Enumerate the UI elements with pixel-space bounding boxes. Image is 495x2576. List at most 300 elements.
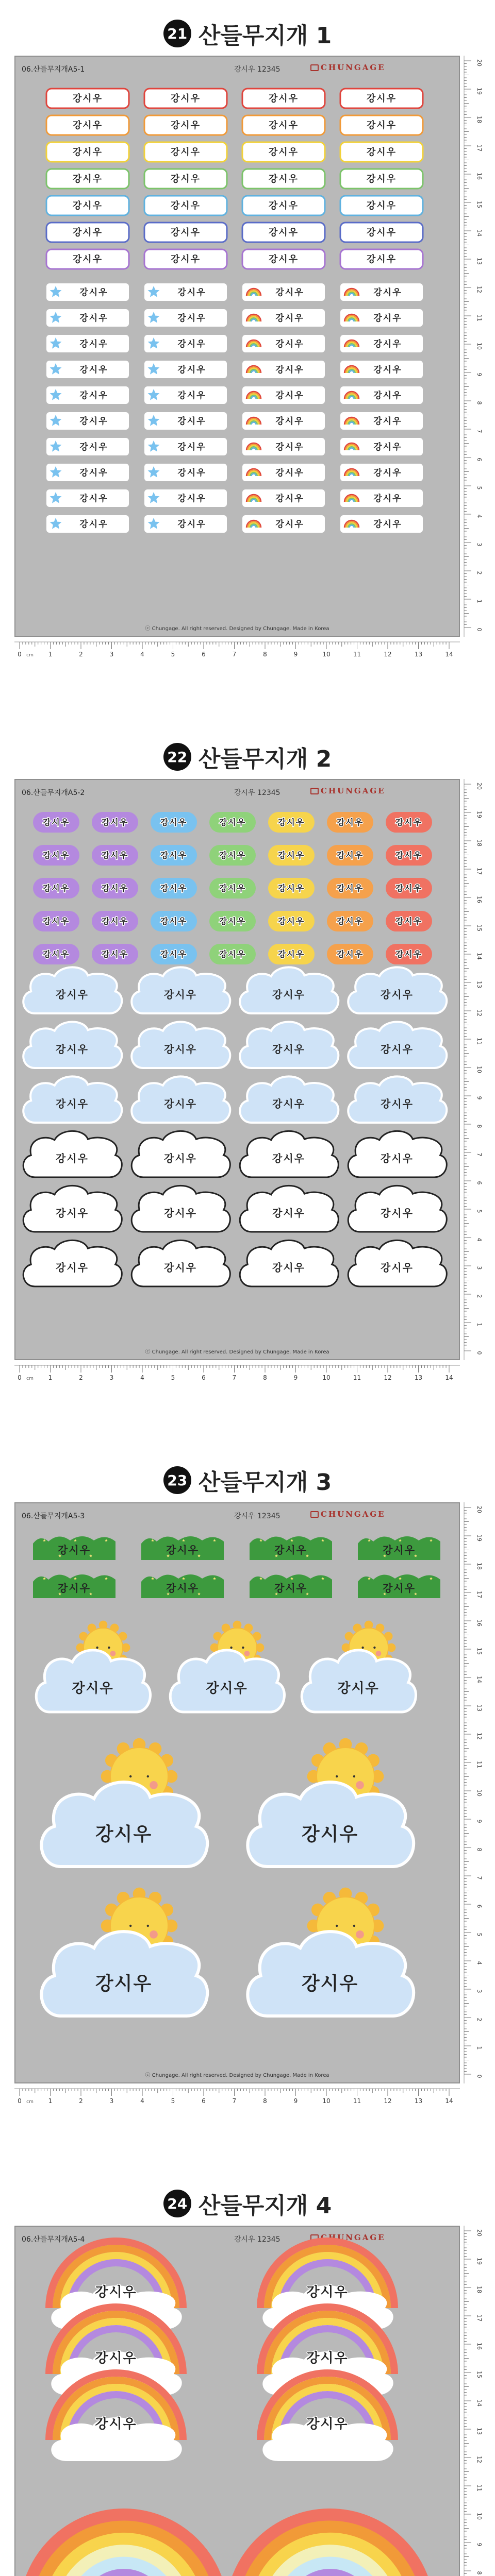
sticker-name-text: 강시우 xyxy=(170,147,201,158)
sticker-sheet xyxy=(14,56,460,637)
cloud-sticker xyxy=(23,1022,122,1068)
pill-sticker xyxy=(268,944,315,964)
pill-sticker xyxy=(386,812,432,833)
sticker-name-text: 강시우 xyxy=(366,200,397,211)
sun-eye xyxy=(336,1925,338,1927)
ruler-label: 4 xyxy=(140,651,144,658)
name-sticker xyxy=(340,412,423,430)
section-heading xyxy=(0,20,495,47)
sticker-name-text: 강시우 xyxy=(164,1043,197,1056)
sticker-name-text: 강시우 xyxy=(366,93,397,104)
sticker-name-text: 강시우 xyxy=(170,227,201,238)
ruler-label: 14 xyxy=(445,651,453,658)
section-title: 산들무지개 4 xyxy=(198,2193,332,2219)
ruler-label: 6 xyxy=(476,1904,483,1908)
section-heading xyxy=(0,1466,495,1494)
sticker-name-text: 강시우 xyxy=(274,1544,307,1556)
sheet-code: 06.산들무지개A5-1 xyxy=(22,65,85,74)
sticker-name-text: 강시우 xyxy=(395,949,423,959)
sticker-name-text: 강시우 xyxy=(177,468,206,478)
sticker-name-text: 강시우 xyxy=(275,519,304,530)
sticker-name-text: 강시우 xyxy=(373,468,402,478)
name-sticker xyxy=(340,464,423,481)
sticker-name-text: 강시우 xyxy=(306,2284,349,2300)
ruler-label: 1 xyxy=(476,599,483,603)
ruler-label: 4 xyxy=(140,1374,144,1381)
name-sticker xyxy=(144,223,227,242)
name-sticker xyxy=(340,142,423,162)
ruler-label: 6 xyxy=(202,651,206,658)
ruler-label: 11 xyxy=(476,2484,483,2492)
sticker-name-text: 강시우 xyxy=(373,494,402,504)
sticker-name-text: 강시우 xyxy=(72,254,103,265)
sheet-name-code: 강시우 12345 xyxy=(234,65,280,74)
ruler-label: 16 xyxy=(476,173,483,180)
ruler-label: 7 xyxy=(232,651,237,658)
ruler-unit: cm xyxy=(26,2099,34,2105)
pill-sticker xyxy=(209,878,256,899)
ruler-label: 10 xyxy=(476,1789,483,1797)
ruler-label: 10 xyxy=(476,1066,483,1073)
sticker-name-text: 강시우 xyxy=(268,147,299,158)
sheet-header xyxy=(22,62,453,75)
ruler-label: 8 xyxy=(263,651,267,658)
sticker-area xyxy=(15,2247,459,2576)
ruler-label: 12 xyxy=(476,286,483,293)
sticker-name-text: 강시우 xyxy=(72,147,103,158)
sticker-name-text: 강시우 xyxy=(268,93,299,104)
ruler-label: 9 xyxy=(293,2097,298,2105)
ruler-label: 14 xyxy=(476,229,483,236)
sticker-name-text: 강시우 xyxy=(275,494,304,504)
ruler-label: 5 xyxy=(476,486,483,490)
sticker-name-text: 강시우 xyxy=(275,365,304,375)
ruler-label: 20 xyxy=(476,1506,483,1513)
name-sticker xyxy=(46,515,129,533)
name-sticker xyxy=(46,142,129,162)
ruler-label: 3 xyxy=(109,651,114,658)
sticker-name-text: 강시우 xyxy=(72,93,103,104)
ruler-label: 5 xyxy=(171,2097,175,2105)
ruler-label: 9 xyxy=(476,2543,483,2547)
copyright-text: ⓒ Chungage. All right reserved. Designed by Chungage. Made in Korea xyxy=(145,2073,329,2078)
sticker-name-text: 강시우 xyxy=(160,949,188,959)
sheet-name-code: 강시우 12345 xyxy=(234,789,280,797)
ruler-label: 12 xyxy=(384,2097,392,2105)
brand-icon xyxy=(310,1511,319,1518)
sticker-name-text: 강시우 xyxy=(101,949,129,959)
pill-sticker xyxy=(33,878,79,899)
sticker-name-text: 강시우 xyxy=(101,817,129,827)
name-sticker xyxy=(46,386,129,404)
ruler-label: 14 xyxy=(476,953,483,960)
ruler-label: 11 xyxy=(476,314,483,321)
sheet-header xyxy=(22,1509,453,1522)
sticker-name-text: 강시우 xyxy=(177,313,206,324)
pill-sticker xyxy=(209,944,256,964)
name-sticker xyxy=(144,169,227,189)
pill-sticker xyxy=(151,845,197,866)
ruler-label: 15 xyxy=(476,924,483,931)
ruler-label: 13 xyxy=(414,2097,423,2105)
ruler-label: 9 xyxy=(293,1374,298,1381)
cloud-sticker xyxy=(240,1240,338,1286)
cloud-sticker xyxy=(348,1022,447,1068)
sun-eye xyxy=(108,1647,110,1649)
sticker-name-text: 강시우 xyxy=(366,120,397,131)
sticker-name-text: 강시우 xyxy=(275,313,304,324)
name-sticker xyxy=(340,196,423,215)
name-sticker xyxy=(144,438,227,455)
sticker-name-text: 강시우 xyxy=(170,174,201,184)
sticker-name-text: 강시우 xyxy=(366,147,397,158)
sticker-name-text: 강시우 xyxy=(160,817,188,827)
cloud-sticker xyxy=(131,1076,230,1123)
ruler-right xyxy=(463,779,482,1360)
name-sticker xyxy=(46,489,129,507)
sticker-name-text: 강시우 xyxy=(272,988,305,1001)
ruler-label: 10 xyxy=(476,343,483,350)
sticker-name-text: 강시우 xyxy=(373,519,402,530)
name-sticker xyxy=(340,335,423,352)
sticker-name-text: 강시우 xyxy=(268,174,299,184)
sticker-name-text: 강시우 xyxy=(170,93,201,104)
sticker-name-text: 강시우 xyxy=(160,916,188,926)
sticker-name-text: 강시우 xyxy=(56,1097,89,1110)
sticker-name-text: 강시우 xyxy=(56,1152,89,1165)
ruler-label: 12 xyxy=(476,1009,483,1016)
sun-eye xyxy=(373,1647,375,1649)
pill-sticker xyxy=(327,944,373,964)
ruler-label: 9 xyxy=(476,372,483,377)
ruler-label: 15 xyxy=(476,201,483,208)
ruler-label: 19 xyxy=(476,811,483,818)
pill-sticker xyxy=(92,878,138,899)
cloud-sticker xyxy=(348,967,447,1013)
pill-sticker xyxy=(92,911,138,931)
sticker-name-text: 강시우 xyxy=(373,416,402,427)
ruler-label: 0 xyxy=(18,651,22,658)
brand-icon xyxy=(310,788,319,794)
ruler-label: 11 xyxy=(476,1761,483,1768)
sun-cheek xyxy=(244,1651,250,1656)
ruler-label: 8 xyxy=(476,1124,483,1128)
section-24 xyxy=(0,2170,495,2576)
sticker-name-text: 강시우 xyxy=(177,339,206,349)
name-sticker xyxy=(144,196,227,215)
pill-sticker xyxy=(92,944,138,964)
sticker-name-text: 강시우 xyxy=(277,949,305,959)
section-title: 산들무지개 2 xyxy=(198,746,332,772)
sticker-name-text: 강시우 xyxy=(56,1043,89,1056)
sticker-name-text: 강시우 xyxy=(395,817,423,827)
sticker-name-text: 강시우 xyxy=(277,850,305,860)
pill-sticker xyxy=(327,878,373,899)
sun-cloud-sticker xyxy=(248,1738,414,1867)
ruler-label: 14 xyxy=(476,1676,483,1683)
name-sticker xyxy=(242,335,325,352)
sticker-name-text: 강시우 xyxy=(56,988,89,1001)
ruler-label: 18 xyxy=(476,2286,483,2293)
pill-sticker xyxy=(33,845,79,866)
name-sticker xyxy=(46,283,129,301)
sun-eye xyxy=(336,1775,338,1777)
ruler-label: 5 xyxy=(476,1933,483,1937)
sun-eye xyxy=(353,1775,355,1777)
ruler-label: 0 xyxy=(476,1351,483,1355)
name-sticker xyxy=(144,283,227,301)
pill-sticker xyxy=(209,812,256,833)
name-sticker xyxy=(46,89,129,108)
name-sticker xyxy=(46,309,129,327)
ruler-label: 19 xyxy=(476,1534,483,1541)
ruler-label: 11 xyxy=(353,651,361,658)
cloud-sticker xyxy=(240,967,338,1013)
sticker-name-text: 강시우 xyxy=(219,850,246,860)
name-sticker xyxy=(144,412,227,430)
ruler-label: 12 xyxy=(384,1374,392,1381)
sticker-name-text: 강시우 xyxy=(79,442,108,452)
sticker-name-text: 강시우 xyxy=(381,1207,414,1219)
sticker-name-text: 강시우 xyxy=(170,200,201,211)
sticker-name-text: 강시우 xyxy=(275,391,304,401)
pill-sticker xyxy=(151,878,197,899)
grass-sticker xyxy=(141,1536,224,1560)
ruler-label: 8 xyxy=(263,1374,267,1381)
sticker-name-text: 강시우 xyxy=(42,883,70,893)
sticker-name-text: 강시우 xyxy=(275,442,304,452)
sticker-name-text: 강시우 xyxy=(177,442,206,452)
name-sticker xyxy=(340,515,423,533)
sticker-name-text: 강시우 xyxy=(177,416,206,427)
sticker-sheet xyxy=(14,1502,460,2083)
section-22 xyxy=(0,723,495,1447)
cloud-sticker xyxy=(348,1076,447,1123)
rainbow-sticker xyxy=(26,2515,222,2576)
sticker-name-text: 강시우 xyxy=(275,468,304,478)
pill-sticker xyxy=(92,812,138,833)
sun-eye xyxy=(147,1775,149,1777)
sticker-name-text: 강시우 xyxy=(42,817,70,827)
ruler-label: 9 xyxy=(293,651,298,658)
ruler-label: 6 xyxy=(476,457,483,462)
name-sticker xyxy=(46,223,129,242)
ruler-label: 0 xyxy=(18,1374,22,1381)
sticker-name-text: 강시우 xyxy=(381,1261,414,1274)
sun-eye xyxy=(242,1647,244,1649)
sun-eye xyxy=(353,1925,355,1927)
ruler-label: 8 xyxy=(476,1848,483,1852)
ruler-label: 16 xyxy=(476,1619,483,1626)
sun-cheek xyxy=(110,1651,116,1656)
ruler-label: 6 xyxy=(202,2097,206,2105)
grass-sticker xyxy=(250,1536,332,1560)
sheet-code: 06.산들무지개A5-3 xyxy=(22,1512,85,1520)
ruler-label: 3 xyxy=(476,1266,483,1270)
grass-sticker xyxy=(33,1536,116,1560)
section-number-badge: 21 xyxy=(163,20,191,47)
sticker-name-text: 강시우 xyxy=(101,883,129,893)
ruler-label: 10 xyxy=(322,2097,331,2105)
ruler-label: 13 xyxy=(476,1704,483,1711)
pill-sticker xyxy=(386,878,432,899)
ruler-label: 13 xyxy=(414,651,423,658)
ruler-label: 10 xyxy=(322,651,331,658)
ruler-label: 11 xyxy=(353,1374,361,1381)
sticker-name-text: 강시우 xyxy=(336,850,364,860)
pill-sticker xyxy=(327,845,373,866)
sticker-name-text: 강시우 xyxy=(177,287,206,298)
ruler-label: 0 xyxy=(476,628,483,632)
ruler-right xyxy=(463,56,482,637)
sticker-name-text: 강시우 xyxy=(58,1582,91,1595)
pill-sticker xyxy=(327,911,373,931)
sticker-sheet xyxy=(14,2226,460,2576)
cloud-sticker xyxy=(23,1076,122,1123)
name-sticker xyxy=(242,361,325,378)
sticker-name-text: 강시우 xyxy=(164,1207,197,1219)
sticker-name-text: 강시우 xyxy=(95,2416,137,2432)
ruler-label: 18 xyxy=(476,1563,483,1570)
ruler-label: 1 xyxy=(48,1374,53,1381)
name-sticker xyxy=(340,309,423,327)
ruler-label: 1 xyxy=(48,651,53,658)
pill-sticker xyxy=(33,812,79,833)
sticker-name-text: 강시우 xyxy=(177,519,206,530)
sticker-name-text: 강시우 xyxy=(366,254,397,265)
sticker-name-text: 강시우 xyxy=(219,949,246,959)
brand-logo xyxy=(310,786,386,795)
section-title: 산들무지개 3 xyxy=(198,1469,332,1496)
sticker-name-text: 강시우 xyxy=(336,883,364,893)
sticker-name-text: 강시우 xyxy=(58,1544,91,1556)
sticker-name-text: 강시우 xyxy=(177,391,206,401)
cloud-sticker xyxy=(240,1076,338,1123)
sticker-name-text: 강시우 xyxy=(56,1261,89,1274)
ruler-label: 9 xyxy=(476,1096,483,1100)
sheet-header xyxy=(22,2232,453,2245)
sticker-name-text: 강시우 xyxy=(166,1544,199,1556)
ruler-label: 17 xyxy=(476,2314,483,2321)
ruler-label: 11 xyxy=(353,2097,361,2105)
ruler-right xyxy=(463,1502,482,2083)
ruler-label: 14 xyxy=(476,2399,483,2406)
sticker-name-text: 강시우 xyxy=(42,850,70,860)
sticker-name-text: 강시우 xyxy=(206,1681,248,1697)
ruler-bottom xyxy=(14,641,460,662)
ruler-label: 3 xyxy=(109,2097,114,2105)
name-sticker xyxy=(242,283,325,301)
name-sticker xyxy=(46,412,129,430)
name-sticker xyxy=(242,89,325,108)
ruler-label: 10 xyxy=(476,2513,483,2520)
sticker-name-text: 강시우 xyxy=(301,1973,359,1994)
pill-sticker xyxy=(151,911,197,931)
sticker-name-text: 강시우 xyxy=(301,1824,359,1845)
sticker-name-text: 강시우 xyxy=(42,949,70,959)
ruler-bottom xyxy=(14,2088,460,2108)
section-number-badge: 22 xyxy=(163,743,191,771)
ruler-label: 8 xyxy=(263,2097,267,2105)
sticker-name-text: 강시우 xyxy=(95,1973,153,1994)
ruler-label: 1 xyxy=(476,1323,483,1327)
cloud-sticker xyxy=(23,967,122,1013)
copyright-text: ⓒ Chungage. All right reserved. Designed by Chungage. Made in Korea xyxy=(145,1349,329,1355)
sticker-name-text: 강시우 xyxy=(272,1207,305,1219)
sticker-name-text: 강시우 xyxy=(272,1261,305,1274)
sticker-name-text: 강시우 xyxy=(366,174,397,184)
ruler-label: 8 xyxy=(476,2571,483,2575)
ruler-label: 5 xyxy=(476,1209,483,1213)
cloud-sticker xyxy=(131,1185,230,1232)
name-sticker xyxy=(242,309,325,327)
name-sticker xyxy=(242,515,325,533)
ruler-label: 2 xyxy=(79,651,83,658)
sun-cheek xyxy=(150,1930,158,1939)
sticker-name-text: 강시우 xyxy=(272,1043,305,1056)
sticker-name-text: 강시우 xyxy=(219,916,246,926)
sheet-name-code: 강시우 12345 xyxy=(234,1512,280,1520)
sticker-name-text: 강시우 xyxy=(72,200,103,211)
name-sticker xyxy=(144,361,227,378)
ruler-label: 6 xyxy=(476,1181,483,1185)
name-sticker xyxy=(46,438,129,455)
ruler-label: 0 xyxy=(476,2074,483,2078)
ruler-label: 2 xyxy=(476,571,483,575)
cloud-sticker xyxy=(240,1185,338,1232)
sticker-name-text: 강시우 xyxy=(383,1582,416,1595)
name-sticker xyxy=(340,169,423,189)
sun-eye xyxy=(361,1647,364,1649)
ruler-bottom xyxy=(14,1364,460,1385)
sticker-name-text: 강시우 xyxy=(79,339,108,349)
sticker-name-text: 강시우 xyxy=(277,916,305,926)
ruler-label: 1 xyxy=(48,2097,53,2105)
ruler-label: 9 xyxy=(476,1819,483,1823)
brand-logo xyxy=(310,1510,386,1519)
sun-cloud-sticker xyxy=(248,1888,414,2016)
cloud-sticker xyxy=(23,1131,122,1177)
sticker-name-text: 강시우 xyxy=(268,227,299,238)
name-sticker xyxy=(144,386,227,404)
ruler-label: 10 xyxy=(322,1374,331,1381)
sun-eye xyxy=(129,1925,131,1927)
pill-sticker xyxy=(33,944,79,964)
ruler-label: 20 xyxy=(476,783,483,790)
cloud-sticker xyxy=(348,1131,447,1177)
sticker-name-text: 강시우 xyxy=(79,391,108,401)
name-sticker xyxy=(242,115,325,135)
ruler-label: 4 xyxy=(476,1961,483,1965)
ruler-label: 2 xyxy=(476,2018,483,2022)
section-number-badge: 24 xyxy=(163,2190,191,2217)
brand-icon xyxy=(310,64,319,71)
sticker-name-text: 강시우 xyxy=(373,365,402,375)
sticker-name-text: 강시우 xyxy=(272,1152,305,1165)
pill-sticker xyxy=(151,812,197,833)
cloud-sticker xyxy=(131,1022,230,1068)
name-sticker xyxy=(340,438,423,455)
name-sticker xyxy=(144,515,227,533)
brand-name: CHUNGAGE xyxy=(321,63,386,72)
section-heading xyxy=(0,2190,495,2217)
pill-sticker xyxy=(33,911,79,931)
brand-name: CHUNGAGE xyxy=(321,1510,386,1519)
ruler-label: 19 xyxy=(476,88,483,95)
sticker-name-text: 강시우 xyxy=(306,2416,349,2432)
ruler-label: 15 xyxy=(476,2371,483,2378)
sticker-name-text: 강시우 xyxy=(56,1207,89,1219)
